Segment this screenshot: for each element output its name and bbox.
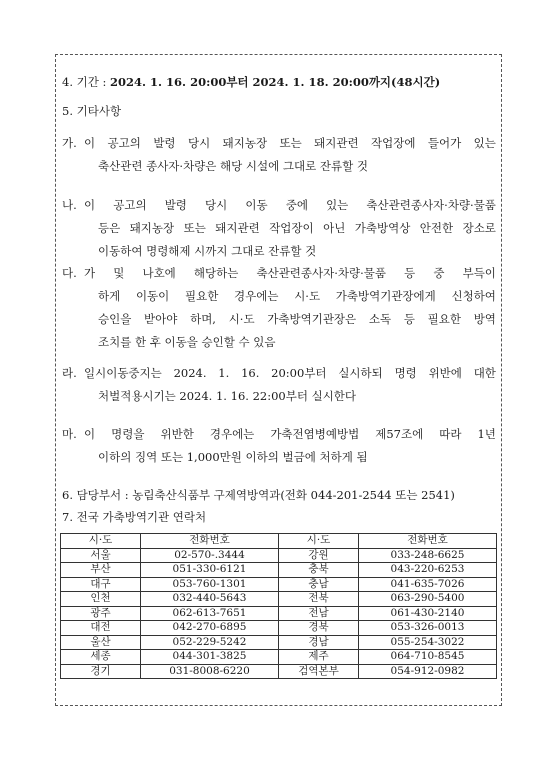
region-cell: 검역본부: [279, 664, 359, 679]
item-marker: 가.: [62, 136, 77, 150]
header-phone-2: 전화번호: [359, 534, 497, 549]
phone-cell: 055-254-3022: [359, 635, 497, 650]
contacts-heading: 7. 전국 가축방역기관 연락처: [62, 510, 207, 524]
region-cell: 인천: [61, 592, 141, 607]
item-line: 하게 이동이 필요한 경우에는 시·도 가축방역기관장에게 신청하여: [98, 289, 496, 303]
contacts-row: [61, 592, 497, 607]
phone-cell: 044-301-3825: [141, 650, 279, 665]
period-value: 2024. 1. 16. 20:00부터 2024. 1. 18. 20:00까지(48시간): [110, 75, 441, 89]
contacts-row: [61, 635, 497, 650]
item-paragraph: [84, 262, 496, 354]
item-line: 이 공고의 발령 당시 돼지농장 또는 돼지관련 작업장에 들어가 있는: [84, 136, 496, 150]
item-paragraph: [84, 194, 496, 263]
item-marker: 나.: [62, 198, 77, 212]
phone-cell: 051-330-6121: [141, 563, 279, 578]
item-paragraph: [84, 132, 496, 178]
phone-cell: 032-440-5643: [141, 592, 279, 607]
department-line: 6. 담당부서 : 농림축산식품부 구제역방역과(전화 044-201-2544 또는 2541): [62, 488, 455, 502]
item-line: 가 및 나호에 해당하는 축산관련종사자·차량·물품 등 중 부득이: [84, 266, 496, 280]
phone-cell: 053-326-0013: [359, 621, 497, 636]
region-cell: 강원: [279, 548, 359, 563]
contacts-row: [61, 563, 497, 578]
item-line: 등은 돼지농장 또는 돼지관련 작업장이 아닌 가축방역상 안전한 장소로: [98, 221, 496, 235]
region-cell: 경북: [279, 621, 359, 636]
region-cell: 대구: [61, 577, 141, 592]
region-cell: 광주: [61, 606, 141, 621]
contacts-row: [61, 650, 497, 665]
contacts-row: [61, 548, 497, 563]
item-line: 이 명령을 위반한 경우에는 가축전염병예방법 제57조에 따라 1년: [84, 427, 496, 441]
phone-cell: 061-430-2140: [359, 606, 497, 621]
phone-cell: 062-613-7651: [141, 606, 279, 621]
period-label: 4. 기간 :: [62, 75, 111, 89]
item-line: 이동하여 명령해제 시까지 그대로 잔류할 것: [98, 244, 317, 258]
item-line: 승인을 받아야 하며, 시·도 가축방역기관장은 소독 등 필요한 방역: [98, 312, 496, 326]
phone-cell: 043-220-6253: [359, 563, 497, 578]
region-cell: 울산: [61, 635, 141, 650]
phone-cell: 052-229-5242: [141, 635, 279, 650]
phone-cell: 033-248-6625: [359, 548, 497, 563]
item-marker: 다.: [62, 266, 77, 280]
item-line: 이 공고의 발령 당시 이동 중에 있는 축산관련종사자·차량·물품: [84, 198, 496, 212]
phone-cell: 042-270-6895: [141, 621, 279, 636]
contacts-header-row: [61, 534, 497, 549]
phone-cell: 031-8008-6220: [141, 664, 279, 679]
region-cell: 세종: [61, 650, 141, 665]
region-cell: 서울: [61, 548, 141, 563]
header-region-1: 시·도: [61, 534, 141, 549]
region-cell: 전남: [279, 606, 359, 621]
region-cell: 전북: [279, 592, 359, 607]
item-marker: 라.: [62, 366, 77, 380]
item-paragraph: [84, 362, 496, 408]
item-line: 축산관련 종사자·차량은 해당 시설에 그대로 잔류할 것: [98, 159, 368, 173]
contacts-row: [61, 621, 497, 636]
item-line: 조치를 한 후 이동을 승인할 수 있음: [98, 335, 276, 349]
item-line: 처벌적용시기는 2024. 1. 16. 22:00부터 실시한다: [98, 389, 357, 403]
region-cell: 충북: [279, 563, 359, 578]
contacts-row: [61, 664, 497, 679]
phone-cell: 063-290-5400: [359, 592, 497, 607]
phone-cell: 02-570-.3444: [141, 548, 279, 563]
phone-cell: 053-760-1301: [141, 577, 279, 592]
other-heading: 5. 기타사항: [62, 104, 122, 118]
phone-cell: 041-635-7026: [359, 577, 497, 592]
item-paragraph: [84, 423, 496, 469]
region-cell: 경남: [279, 635, 359, 650]
region-cell: 대전: [61, 621, 141, 636]
contacts-table: [60, 533, 497, 679]
period-line: [62, 75, 440, 89]
contacts-row: [61, 577, 497, 592]
region-cell: 충남: [279, 577, 359, 592]
header-region-2: 시·도: [279, 534, 359, 549]
header-phone-1: 전화번호: [141, 534, 279, 549]
contacts-row: [61, 606, 497, 621]
item-marker: 마.: [62, 427, 77, 441]
region-cell: 경기: [61, 664, 141, 679]
item-line: 이하의 징역 또는 1,000만원 이하의 벌금에 처하게 됨: [98, 450, 368, 464]
region-cell: 제주: [279, 650, 359, 665]
phone-cell: 054-912-0982: [359, 664, 497, 679]
region-cell: 부산: [61, 563, 141, 578]
item-line: 일시이동중지는 2024. 1. 16. 20:00부터 실시하되 명령 위반에 대한: [84, 366, 496, 380]
phone-cell: 064-710-8545: [359, 650, 497, 665]
